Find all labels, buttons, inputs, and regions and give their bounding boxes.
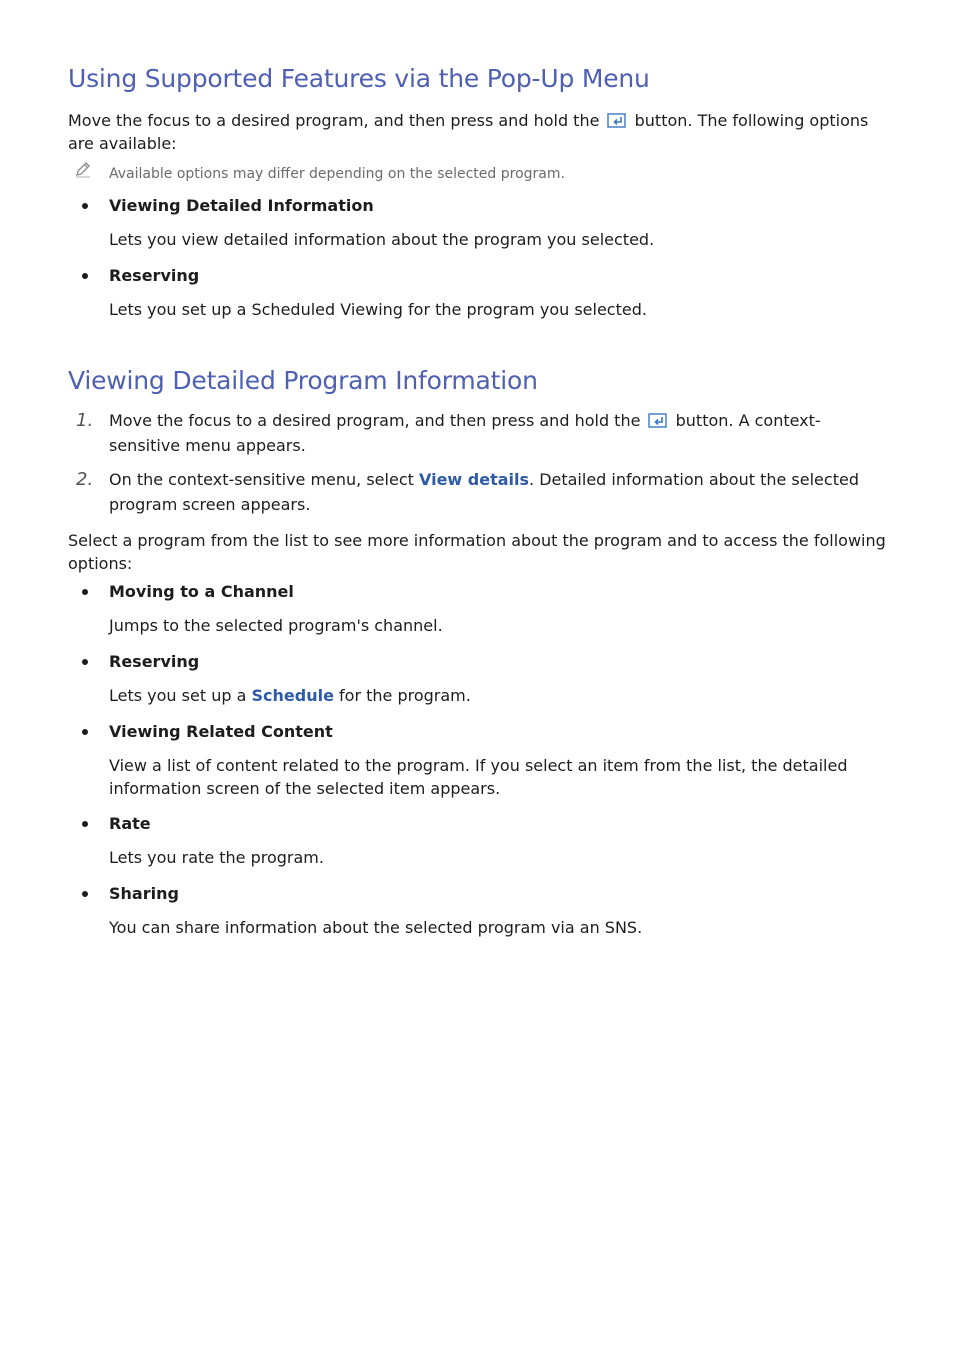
bullet-description: You can share information about the selected program via an SNS. [109,918,643,937]
bullet-dot [82,659,88,665]
bullet-dot [82,203,88,209]
bullet-dot [82,273,88,279]
options-paragraph: Select a program from the list to see more information about the program and to access the following options: [68,531,886,573]
bullet-description: Jumps to the selected program's channel. [109,616,443,635]
view-details-link[interactable]: View details [418,470,530,489]
step-text: On the context-sensitive menu, select View details. Detailed information about the selected program screen appears. [109,470,859,514]
note-text: Available options may differ depending on the selected program. [109,166,565,182]
bullet-description: Lets you view detailed information about the program you selected. [109,230,655,249]
bullet-dot [82,729,88,735]
bullet-label: Reserving [109,652,200,671]
bullet-label: Rate [109,814,151,833]
bullet-description: View a list of content related to the program. If you select an item from the list, the detailed information screen of the selected item appears. [109,756,848,798]
step-number: 2. [76,469,94,490]
section-title-popup-menu: Using Supported Features via the Pop-Up Menu [68,64,650,93]
bullet-description: Lets you set up a Schedule for the program. [109,686,471,705]
enter-button-icon [648,413,669,428]
bullet-dot [82,589,88,595]
intro-paragraph: Move the focus to a desired program, and then press and hold the button. The following options are available: [68,111,869,153]
bullet-label: Viewing Related Content [109,722,333,741]
bullet-description: Lets you rate the program. [109,848,324,867]
bullet-dot [82,821,88,827]
bullet-description: Lets you set up a Scheduled Viewing for the program you selected. [109,300,647,319]
bullet-label: Viewing Detailed Information [109,196,374,215]
enter-button-icon [607,113,628,128]
bullet-label: Moving to a Channel [109,582,294,601]
bullet-label: Sharing [109,884,179,903]
bullet-label: Reserving [109,266,200,285]
schedule-link[interactable]: Schedule [251,686,334,705]
step-text: Move the focus to a desired program, and then press and hold the button. A context-sensitive menu appears. [109,411,821,455]
section-title-detailed-info: Viewing Detailed Program Information [68,366,538,395]
step-number: 1. [76,410,94,431]
bullet-dot [82,891,88,897]
pencil-note-icon [74,160,92,178]
